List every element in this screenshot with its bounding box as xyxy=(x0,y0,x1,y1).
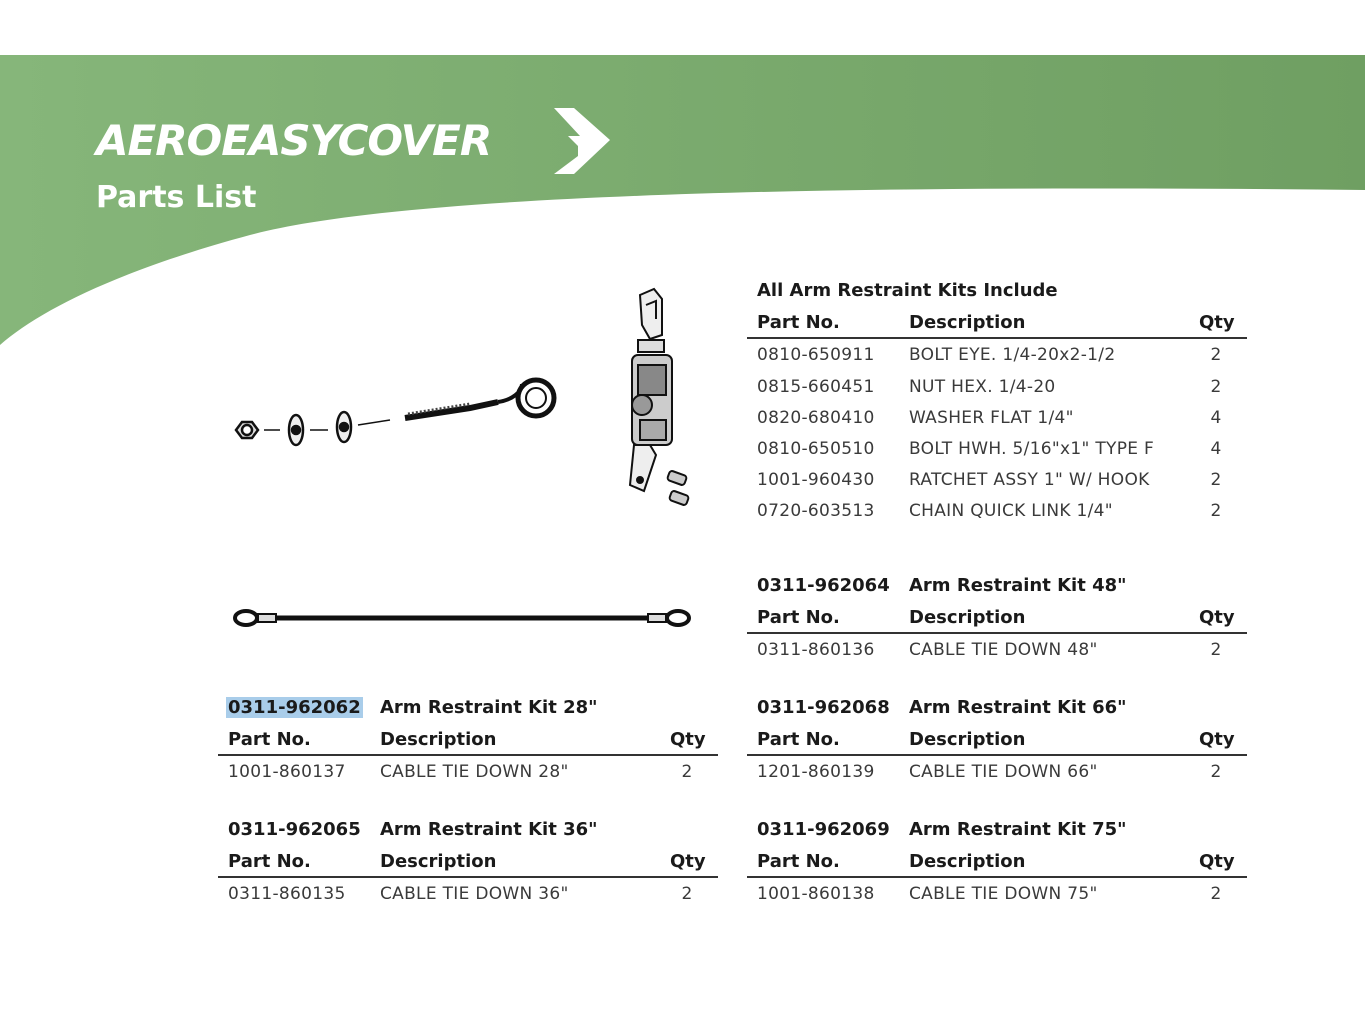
part-no: 1001-860137 xyxy=(228,762,346,782)
header-rule xyxy=(747,337,1247,339)
part-no: 0720-603513 xyxy=(757,501,875,521)
description: BOLT EYE. 1/4-20x2-1/2 xyxy=(909,345,1116,365)
kit-number: 0311-962069 xyxy=(757,819,890,840)
kit-number: 0311-962065 xyxy=(228,819,361,840)
col-header-part-no: Part No. xyxy=(757,851,840,872)
col-header-part-no: Part No. xyxy=(757,312,840,333)
description: RATCHET ASSY 1" W/ HOOK xyxy=(909,470,1150,490)
col-header-part-no: Part No. xyxy=(757,607,840,628)
kit-66-table xyxy=(747,697,1247,787)
header-rule xyxy=(218,754,718,756)
qty: 2 xyxy=(1210,501,1222,521)
description: CABLE TIE DOWN 66" xyxy=(909,762,1098,782)
col-header-part-no: Part No. xyxy=(757,729,840,750)
description: CABLE TIE DOWN 75" xyxy=(909,884,1098,904)
kit-36-table xyxy=(218,819,718,909)
part-no: 0815-660451 xyxy=(757,377,875,397)
qty: 2 xyxy=(681,762,693,782)
col-header-description: Description xyxy=(909,729,1026,750)
qty: 2 xyxy=(1210,762,1222,782)
header-rule xyxy=(747,876,1247,878)
description: NUT HEX. 1/4-20 xyxy=(909,377,1056,397)
col-header-description: Description xyxy=(380,729,497,750)
kit-48-table xyxy=(747,575,1247,665)
qty: 4 xyxy=(1210,408,1222,428)
header-rule xyxy=(218,876,718,878)
part-no: 1001-860138 xyxy=(757,884,875,904)
col-header-description: Description xyxy=(909,607,1026,628)
description: CABLE TIE DOWN 36" xyxy=(380,884,569,904)
part-no: 0810-650510 xyxy=(757,439,875,459)
col-header-qty: Qty xyxy=(1199,851,1235,872)
page-title: Parts List xyxy=(96,180,257,215)
qty: 2 xyxy=(1210,640,1222,660)
part-no: 1201-860139 xyxy=(757,762,875,782)
ratchet-illustration xyxy=(610,285,700,515)
qty: 2 xyxy=(1210,884,1222,904)
col-header-qty: Qty xyxy=(670,851,706,872)
col-header-description: Description xyxy=(909,312,1026,333)
qty: 2 xyxy=(681,884,693,904)
brand-logo-text: AEROEASYCOVER xyxy=(96,116,492,165)
cable-illustration xyxy=(230,600,695,636)
header-rule xyxy=(747,632,1247,634)
qty: 4 xyxy=(1210,439,1222,459)
col-header-qty: Qty xyxy=(1199,312,1235,333)
col-header-qty: Qty xyxy=(670,729,706,750)
description: CABLE TIE DOWN 48" xyxy=(909,640,1098,660)
brand-chevron-icon xyxy=(548,104,618,176)
qty: 2 xyxy=(1210,345,1222,365)
col-header-description: Description xyxy=(909,851,1026,872)
part-no: 0311-860136 xyxy=(757,640,875,660)
description: BOLT HWH. 5/16"x1" TYPE F xyxy=(909,439,1155,459)
col-header-part-no: Part No. xyxy=(228,851,311,872)
part-no: 1001-960430 xyxy=(757,470,875,490)
kit-number: 0311-962064 xyxy=(757,575,890,596)
col-header-qty: Qty xyxy=(1199,607,1235,628)
col-header-qty: Qty xyxy=(1199,729,1235,750)
description: CABLE TIE DOWN 28" xyxy=(380,762,569,782)
part-no: 0820-680410 xyxy=(757,408,875,428)
col-header-description: Description xyxy=(380,851,497,872)
eye-bolt-illustration xyxy=(230,370,570,470)
qty: 2 xyxy=(1210,470,1222,490)
kit-number: 0311-962062 xyxy=(228,697,361,718)
qty: 2 xyxy=(1210,377,1222,397)
description: WASHER FLAT 1/4" xyxy=(909,408,1074,428)
part-no: 0311-860135 xyxy=(228,884,346,904)
kit-75-table xyxy=(747,819,1247,909)
kit-name: Arm Restraint Kit 28" xyxy=(380,697,598,718)
col-header-part-no: Part No. xyxy=(228,729,311,750)
kit-name: Arm Restraint Kit 75" xyxy=(909,819,1127,840)
kit-name: Arm Restraint Kit 36" xyxy=(380,819,598,840)
table-title: All Arm Restraint Kits Include xyxy=(757,280,1058,301)
all-kits-table xyxy=(747,280,1247,530)
kit-name: Arm Restraint Kit 66" xyxy=(909,697,1127,718)
kit-number: 0311-962068 xyxy=(757,697,890,718)
kit-28-table xyxy=(218,697,718,787)
part-no: 0810-650911 xyxy=(757,345,875,365)
description: CHAIN QUICK LINK 1/4" xyxy=(909,501,1113,521)
kit-name: Arm Restraint Kit 48" xyxy=(909,575,1127,596)
header-rule xyxy=(747,754,1247,756)
